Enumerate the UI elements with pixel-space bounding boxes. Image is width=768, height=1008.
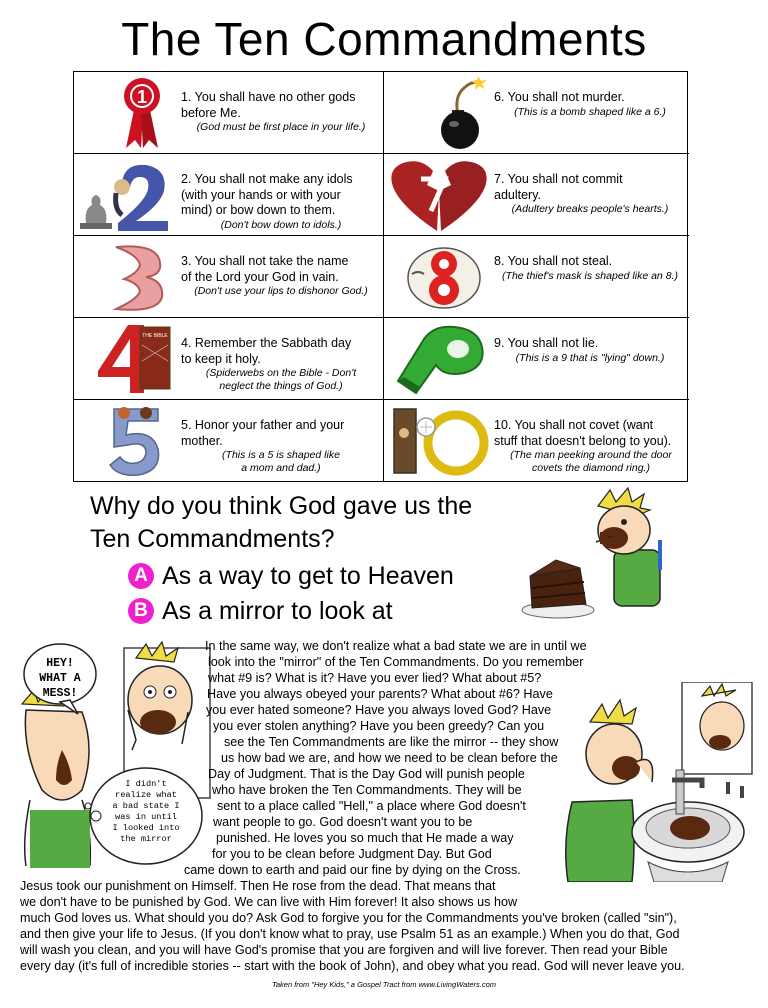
paragraph-line-21: every day (it's full of incredible stories -- start with the book of John), and obey what you read. God will never leave you. xyxy=(20,959,685,973)
paragraph-line-7: see the Ten Commandments are like the mirror -- they show xyxy=(224,735,559,749)
paragraph-line-19: and then give your life to Jesus. (If you don't know what to pray, use Psalm 51 as an example.) When you do that, God xyxy=(20,927,680,941)
speech-line-3: MESS! xyxy=(42,687,78,700)
paragraph-line-17: we don't have to be punished by God. We can live with Him forever! It also shows us how xyxy=(20,895,518,909)
paragraph-line-18: much God loves us. What should you do? Ask God to forgive you for the Commandments you've broken (called "sin"), xyxy=(20,911,677,925)
bible-label: THE BIBLE xyxy=(142,333,168,339)
commandment-1-cell xyxy=(74,72,384,154)
commandment-6-line-1: 6. You shall not murder. xyxy=(494,90,625,104)
commandment-3-line-1: 3. You shall not take the name xyxy=(181,254,349,268)
thought-line-1: I didn't xyxy=(125,779,167,789)
paragraph-line-6: you ever stolen anything? Have you been greedy? Can you xyxy=(213,719,545,733)
commandment-9-cell xyxy=(384,318,689,400)
paragraph-line-1: In the same way, we don't realize what a bad state we are in until we xyxy=(205,639,587,653)
question-line-2: Ten Commandments? xyxy=(90,525,335,553)
paragraph-line-16: Jesus took our punishment on Himself. Then He rose from the dead. That means that xyxy=(20,879,496,893)
commandment-1-line-2: before Me. xyxy=(181,105,241,120)
commandment-2-line-3: mind) or bow down to them. xyxy=(181,203,336,217)
svg-text:1: 1 xyxy=(136,87,148,107)
paragraph-line-5: you ever hated someone? Have you always loved God? Have xyxy=(206,703,552,717)
paragraph-line-11: sent to a place called "Hell," a place where God doesn't xyxy=(217,799,526,813)
answer-b-text: As a mirror to look at xyxy=(162,597,393,625)
boy-washing-illustration xyxy=(552,682,758,882)
commandment-8-cell xyxy=(384,236,689,318)
question-heading xyxy=(90,490,570,556)
parents-five-icon xyxy=(104,403,168,479)
paragraph-line-4: Have you always obeyed your parents? What about #6? Have xyxy=(207,687,553,701)
commandment-5-note-line-2: a mom and dad.) xyxy=(241,462,321,474)
thief-mask-eight-icon xyxy=(404,240,484,314)
commandment-8-line-1: 8. You shall not steal. xyxy=(494,254,613,268)
commandment-8-note: (The thief's mask is shaped like an 8.) xyxy=(502,269,678,282)
commandment-2-note: (Don't bow down to idols.) xyxy=(220,218,342,231)
commandment-6-note: (This is a bomb shaped like a 6.) xyxy=(514,105,666,118)
ribbon-one-icon xyxy=(122,76,162,150)
broken-heart-icon xyxy=(387,157,491,233)
commandment-4-line-2: to keep it holy. xyxy=(181,351,261,366)
speech-line-2: WHAT A xyxy=(39,672,81,685)
commandment-1-line-1: 1. You shall have no other gods xyxy=(181,90,356,104)
paragraph-line-3: what #9 is? What is it? Have you ever lied? What about #5? xyxy=(208,671,542,685)
commandment-10-note-line-1: (The man peeking around the door xyxy=(510,449,672,461)
boy-eating-cake-illustration xyxy=(520,486,670,620)
thought-line-6: the mirror xyxy=(120,834,172,844)
commandment-3-cell xyxy=(74,236,384,318)
commandment-5-line-1: 5. Honor your father and your xyxy=(181,418,345,432)
paragraph-line-10: who have broken the Ten Commandments. They will be xyxy=(212,783,522,797)
commandment-5-line-2: mother. xyxy=(181,433,223,448)
commandment-5-cell xyxy=(74,400,384,482)
bible-four-icon xyxy=(94,321,178,397)
idol-two-icon xyxy=(78,157,178,233)
commandment-2-line-1: 2. You shall not make any idols xyxy=(181,172,353,186)
paragraph-line-12: want people to go. God doesn't want you to be xyxy=(213,815,473,829)
commandment-2-cell xyxy=(74,154,384,236)
question-line-1: Why do you think God gave us the xyxy=(90,492,473,520)
commandment-4-note-line-1: (Spiderwebs on the Bible - Don't xyxy=(205,367,357,379)
paragraph-line-8: us how bad we are, and how we need to be clean before the xyxy=(221,751,558,765)
source-credit: Taken from "Hey Kids," a Gospel Tract from www.LivingWaters.com xyxy=(271,980,496,989)
bomb-six-icon xyxy=(436,76,488,150)
commandment-10-note-line-2: covets the diamond ring.) xyxy=(532,462,650,474)
commandment-9-note: (This is a 9 that is "lying" down.) xyxy=(515,351,665,364)
commandment-7-cell xyxy=(384,154,689,236)
thought-line-3: a bad state I xyxy=(112,801,180,811)
commandment-4-line-1: 4. Remember the Sabbath day xyxy=(181,336,352,350)
answer-b-badge: B xyxy=(128,598,154,624)
commandment-10-line-1: 10. You shall not covet (want xyxy=(494,418,654,432)
commandment-7-note: (Adultery breaks people's hearts.) xyxy=(511,203,669,215)
commandment-5-note-line-1: (This is a 5 is shaped like xyxy=(222,449,340,461)
commandment-1-note: (God must be first place in your life.) xyxy=(196,121,366,133)
commandment-3-line-2: of the Lord your God in vain. xyxy=(181,269,339,284)
commandment-4-cell xyxy=(74,318,384,400)
lips-three-icon xyxy=(108,239,172,315)
thought-line-4: was in until xyxy=(115,812,177,822)
commandment-9-line-1: 9. You shall not lie. xyxy=(494,336,599,350)
ring-ten-icon xyxy=(390,403,492,479)
commandment-10-cell xyxy=(384,400,689,482)
paragraph-line-2: look into the "mirror" of the Ten Commandments. Do you remember xyxy=(208,655,584,669)
commandment-4-note-line-2: neglect the things of God.) xyxy=(219,380,343,392)
commandment-6-cell xyxy=(384,72,689,154)
speech-line-1: HEY! xyxy=(46,657,74,670)
paragraph-line-14: for you to be clean before Judgment Day. But God xyxy=(212,847,492,861)
commandment-3-note: (Don't use your lips to dishonor God.) xyxy=(194,285,368,297)
answer-a-badge: A xyxy=(128,563,154,589)
commandment-10-line-2: stuff that doesn't belong to you). xyxy=(494,433,672,448)
thought-line-2: realize what xyxy=(115,790,177,800)
lying-nine-icon xyxy=(394,321,492,397)
commandment-7-line-2: adultery. xyxy=(494,187,542,202)
answer-a-text: As a way to get to Heaven xyxy=(162,562,454,590)
commandment-2-line-2: (with your hands or with your xyxy=(181,187,341,202)
paragraph-line-15: came down to earth and paid our fine by dying on the Cross. xyxy=(184,863,521,877)
commandments-table xyxy=(73,71,688,482)
answer-b xyxy=(128,596,393,626)
answer-a xyxy=(128,561,454,591)
boy-mirror-comic xyxy=(12,640,212,868)
commandment-7-line-1: 7. You shall not commit xyxy=(494,172,623,186)
paragraph-line-9: Day of Judgment. That is the Day God will punish people xyxy=(208,767,525,781)
thought-line-5: I looked into xyxy=(112,823,180,833)
paragraph-line-20: will wash you clean, and you will have God's promise that you are forgiven and will live forever. Then read your Bible xyxy=(20,943,668,957)
paragraph-line-13: punished. He loves you so much that He made a way xyxy=(216,831,514,845)
page-title: The Ten Commandments xyxy=(121,13,647,65)
